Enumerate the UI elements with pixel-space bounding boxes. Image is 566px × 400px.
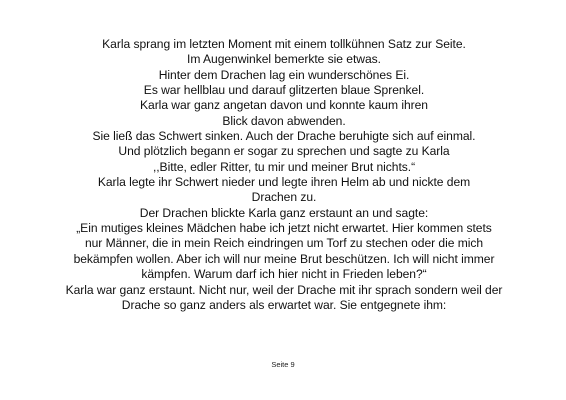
story-text — [40, 37, 528, 313]
story-line: Hinter dem Drachen lag ein wunderschönes Ei. — [158, 67, 410, 82]
story-line: Es war hellblau und darauf glitzerten blaue Sprenkel. — [143, 83, 425, 98]
story-line: Karla sprang im letzten Moment mit einem tollkühnen Satz zur Seite. — [102, 37, 466, 51]
page-number: Seite 9 — [271, 360, 295, 369]
story-line: Sie ließ das Schwert sinken. Auch der Drache beruhigte sich auf einmal. — [92, 129, 476, 144]
story-line: Karla war ganz erstaunt. Nicht nur, weil der Drache mit ihr sprach sondern weil der — [65, 282, 503, 297]
story-line: Karla war ganz angetan davon und konnte kaum ihren — [140, 98, 428, 113]
story-line: Der Drachen blickte Karla ganz erstaunt an und sagte: — [139, 205, 429, 220]
story-line: Drachen zu. — [251, 190, 317, 205]
story-line: Karla legte ihr Schwert nieder und legte ihren Helm ab und nickte dem — [97, 175, 471, 190]
story-line: ,,Bitte, edler Ritter, tu mir und meiner Brut nichts.“ — [152, 159, 416, 174]
story-line: Im Augenwinkel bemerkte sie etwas. — [187, 52, 381, 67]
story-line: Drache so ganz anders als erwartet war. Sie entgegnete ihm: — [121, 297, 447, 312]
story-line: Und plötzlich begann er sogar zu sprechen und sagte zu Karla — [118, 144, 450, 159]
story-line: nur Männer, die in mein Reich eindringen um Torf zu stechen oder die mich — [84, 236, 484, 251]
story-line: „Ein mutiges kleines Mädchen habe ich jetzt nicht erwartet. Hier kommen stets — [76, 221, 492, 236]
story-line: bekämpfen wollen. Aber ich will nur meine Brut beschützen. Ich will nicht immer — [73, 251, 495, 266]
story-line: kämpfen. Warum darf ich hier nicht in Frieden leben?“ — [141, 267, 427, 282]
story-line: Blick davon abwenden. — [222, 113, 346, 128]
